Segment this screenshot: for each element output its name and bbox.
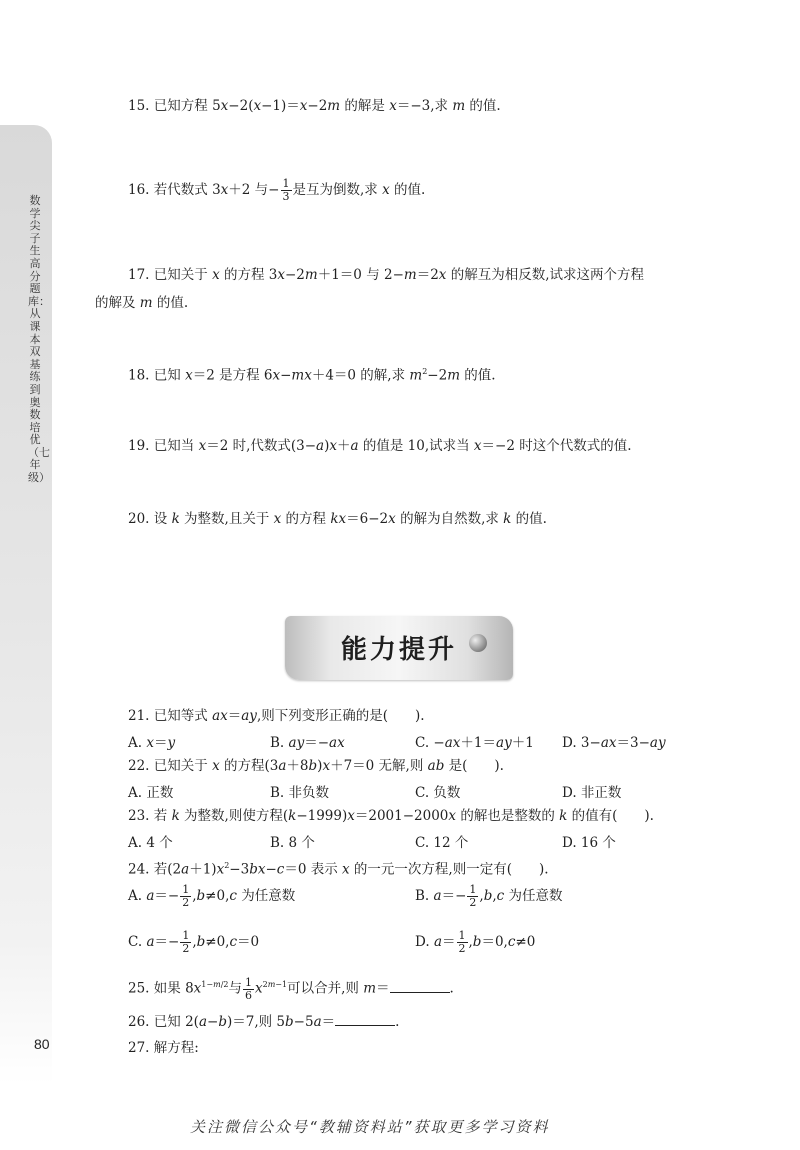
fraction-half: $\frac{1}{2}$	[458, 929, 466, 955]
question-27: 27. 解方程:	[128, 1040, 199, 1056]
question-23: 23. 若 k 为整数,则使方程(k−1999)x＝2001−2000x 的解也是整数的 k 的值有( ).	[128, 808, 654, 824]
question-25: 25. 如果 $8x^{1-m/2}$与 $\frac{1}{6}$ $x^{2m-1}$可以合并,则 m＝ .	[128, 975, 454, 1002]
q24-option-a: A. a＝− $\frac{1}{2}$ ,b≠0,c 为任意数	[128, 883, 296, 909]
fraction-one-third: $\frac{1}{3}$	[282, 177, 290, 203]
question-21: 21. 已知等式 ax＝ay,则下列变形正确的是( ).	[128, 708, 425, 724]
footer-watermark: 关注微信公众号“教辅资料站”获取更多学习资料	[190, 1118, 550, 1136]
question-22: 22. 已知关于 x 的方程(3a＋8b)x＋7＝0 无解,则 ab 是( ).	[128, 758, 504, 774]
question-24: 24. 若$(2a+1)x^2-3bx-c=0$ 表示 x 的一元一次方程,则一定有( ).	[128, 861, 549, 878]
q21-option-d: D. 3−ax＝3−ay	[562, 735, 666, 751]
section-banner	[285, 616, 513, 680]
sidebar-tab	[0, 125, 52, 1085]
q22-option-d: D. 非正数	[562, 785, 622, 801]
answer-blank[interactable]	[390, 980, 450, 993]
q24-option-c: C. a＝− $\frac{1}{2}$ ,b≠0,c＝0	[128, 929, 260, 955]
ball-icon	[469, 634, 487, 652]
fraction-half: $\frac{1}{2}$	[182, 929, 190, 955]
q23-option-c: C. 12 个	[415, 835, 469, 851]
q22-option-b: B. 非负数	[270, 785, 330, 801]
page-number: 80	[34, 1036, 50, 1052]
question-20: 20. 设 k 为整数,且关于 x 的方程 kx＝6−2x 的解为自然数,求 k 的值.	[128, 511, 547, 527]
question-19: 19. 已知当 x＝2 时,代数式(3−a)x＋a 的值是 10,试求当 x＝−2 时这个代数式的值.	[128, 438, 632, 454]
fraction-half: $\frac{1}{2}$	[469, 883, 477, 909]
question-26: 26. 已知 2(a−b)＝7,则 5b−5a＝ .	[128, 1014, 400, 1030]
book-title-vertical: 数学尖子生高分题库：从课本双基练到奥数培优（七年级）	[28, 194, 50, 485]
question-17: 17. 已知关于 x 的方程 3x−2m＋1＝0 与 2−m＝2x 的解互为相反数,试求这两个方程	[128, 267, 645, 283]
question-17-line2: 的解及 m 的值.	[95, 295, 189, 311]
question-15: 15. 已知方程 5x−2(x−1)＝x−2m 的解是 x＝−3,求 m 的值.	[128, 98, 501, 114]
answer-blank[interactable]	[335, 1013, 395, 1026]
q22-option-c: C. 负数	[415, 785, 461, 801]
question-16: 16. 若代数式 3x＋2 与− $\frac{1}{3}$ 是互为倒数,求 x 的值.	[128, 177, 426, 203]
q21-option-c: C. −ax＋1＝ay＋1	[415, 735, 534, 751]
question-18: 18. 已知 x＝2 是方程 6x−mx＋4＝0 的解,求 $m^2-2m$ 的值.	[128, 367, 496, 384]
fraction-one-sixth: $\frac{1}{6}$	[244, 975, 252, 1002]
q21-option-b: B. ay＝−ax	[270, 735, 345, 751]
q24-option-b: B. a＝− $\frac{1}{2}$ ,b,c 为任意数	[415, 883, 563, 909]
q23-option-d: D. 16 个	[562, 835, 616, 851]
fraction-half: $\frac{1}{2}$	[182, 883, 190, 909]
q21-option-a: A. x＝y	[128, 735, 176, 751]
section-title: 能力提升	[340, 635, 457, 665]
q23-option-a: A. 4 个	[128, 835, 173, 851]
q23-option-b: B. 8 个	[270, 835, 315, 851]
q24-option-d: D. a＝ $\frac{1}{2}$ ,b＝0,c≠0	[415, 929, 536, 955]
q22-option-a: A. 正数	[128, 785, 174, 801]
